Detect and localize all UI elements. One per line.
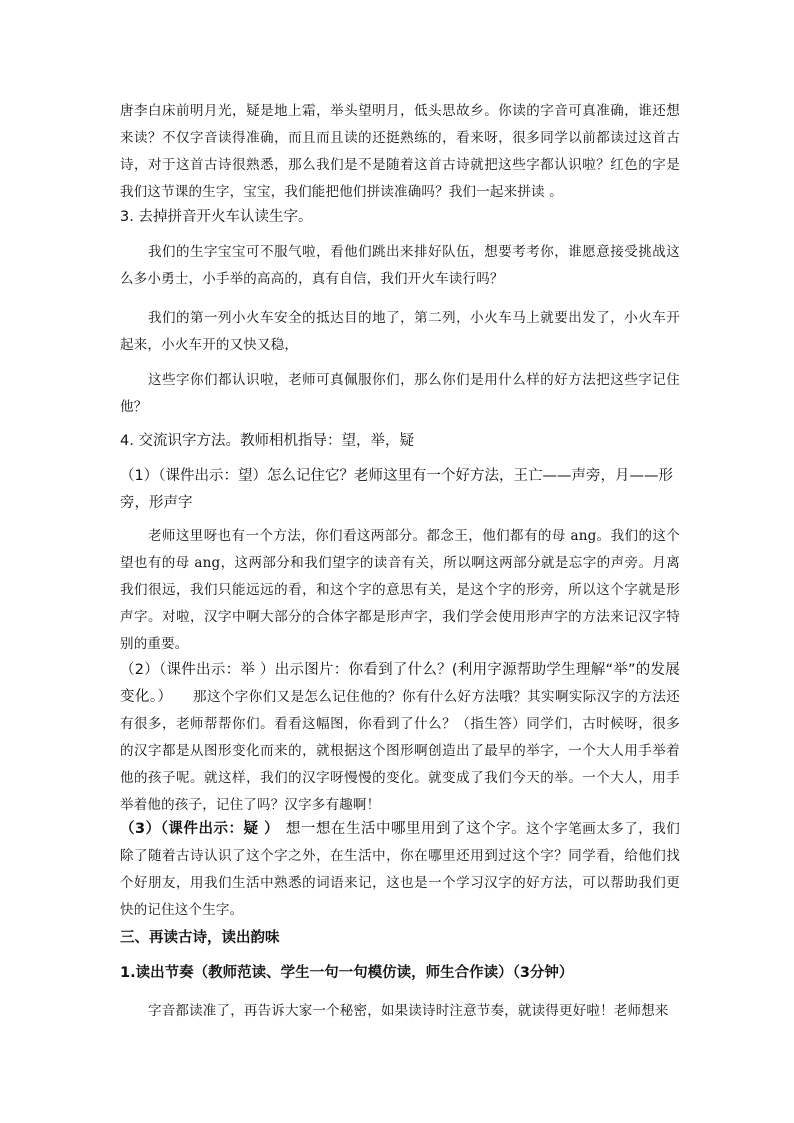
subitem-2-lead: （2）（课件出示：举 ）出示图片：你看到了什么？(利用字源帮助学生理解“举”的发展变化。） [120, 662, 680, 705]
paragraph-subitem-2-ju [120, 657, 680, 819]
subitem-1-wang: （1）（课件出示：望）怎么记住它？老师这里有一个好方法，王亡——声旁，月——形旁，形声字 [120, 468, 673, 511]
paragraph-train-departure: 我们的第一列小火车安全的抵达目的地了，第二列，小火车马上就要出发了，小火车开起来，小火车开的又快又稳， [120, 310, 680, 353]
heading-step-4: 4. 交流识字方法。教师相机指导：望，举，疑 [120, 433, 414, 449]
subitem-3-question: 想一想在生活中哪里用到了这个字。 [285, 821, 527, 837]
paragraph-rhythm-secret: 字音都读准了，再告诉大家一个秘密，如果读诗时注意节奏，就读得更好啦！老师想来 [148, 1003, 669, 1019]
section-heading-reread: 三、再读古诗，读出韵味 [120, 930, 280, 946]
heading-step-3: 3. 去掉拼音开火车认读生字。 [120, 209, 313, 225]
paragraph-admire: 这些字你们都认识啦，老师可真佩服你们，那么你们是用什么样的好方法把这些字记住他？ [120, 372, 680, 415]
paragraph-xingsheng-method: 老师这里呀也有一个方法，你们看这两部分。都念王，他们都有的母 ang。我们的这个望也有的母 ang，这两部分和我们望字的读音有关，所以啊这两部分就是忘字的声旁。月离我们很远，我们只能远远的看，和这个字的意思有关，是这个字的形旁，所以这个字就是形声字。对啦，汉字中啊大部分的合体字都是形声字，我们学会使用形声字的方法来记汉字特别的重要。 [120, 528, 680, 652]
subitem-2-body: 那这个字你们又是怎么记住他的？你有什么好方法哦？其实啊实际汉字的方法还有很多，老师帮帮你们。看看这幅图，你看到了什么？（指生答）同学们，古时候呀，很多的汉字都是从图形变化而来的，就根据这个图形啊创造出了最早的举字，一个大人用手举着他的孩子呢。就这样，我们的汉字呀慢慢的变化。就变成了我们今天的举。一个大人，用手举着他的孩子，记住了吗？汉字多有趣啊！ [120, 689, 680, 813]
subitem-3-lead: （3）（课件出示：疑 ） [120, 821, 272, 837]
paragraph-poem-reading: 唐李白床前明月光，疑是地上霜，举头望明月，低头思故乡。你读的字音可真准确，谁还想来读？不仅字音读得准确，而且而且读的还挺熟练的，看来呀，很多同学以前都读过这首古诗，对于这首古诗很熟悉，那么我们是不是随着这首古诗就把这些字都认识啦？红色的字是我们这节课的生字，宝宝，我们能把他们拼读准确吗？我们一起来拼读 。 [120, 103, 680, 200]
paragraph-train-challenge: 我们的生字宝宝可不服气啦，看他们跳出来排好队伍，想要考考你，谁愿意接受挑战这么多小勇士，小手举的高高的，真有自信，我们开火车读行吗？ [120, 244, 680, 287]
heading-read-rhythm: 1.读出节奏（教师范读、学生一句一句模仿读，师生合作读）（3分钟） [120, 965, 574, 981]
subitem-3-body: 这个字笔画太多了，我们除了随着古诗认识了这个字之外，在生活中，你在哪里还用到过这个字？同学看，给他们找个好朋友，用我们生活中熟悉的词语来记，这也是一个学习汉字的好方法，可以帮助我们更快的记住这个生字。 [120, 821, 681, 918]
paragraph-subitem-3-yi [120, 816, 680, 924]
